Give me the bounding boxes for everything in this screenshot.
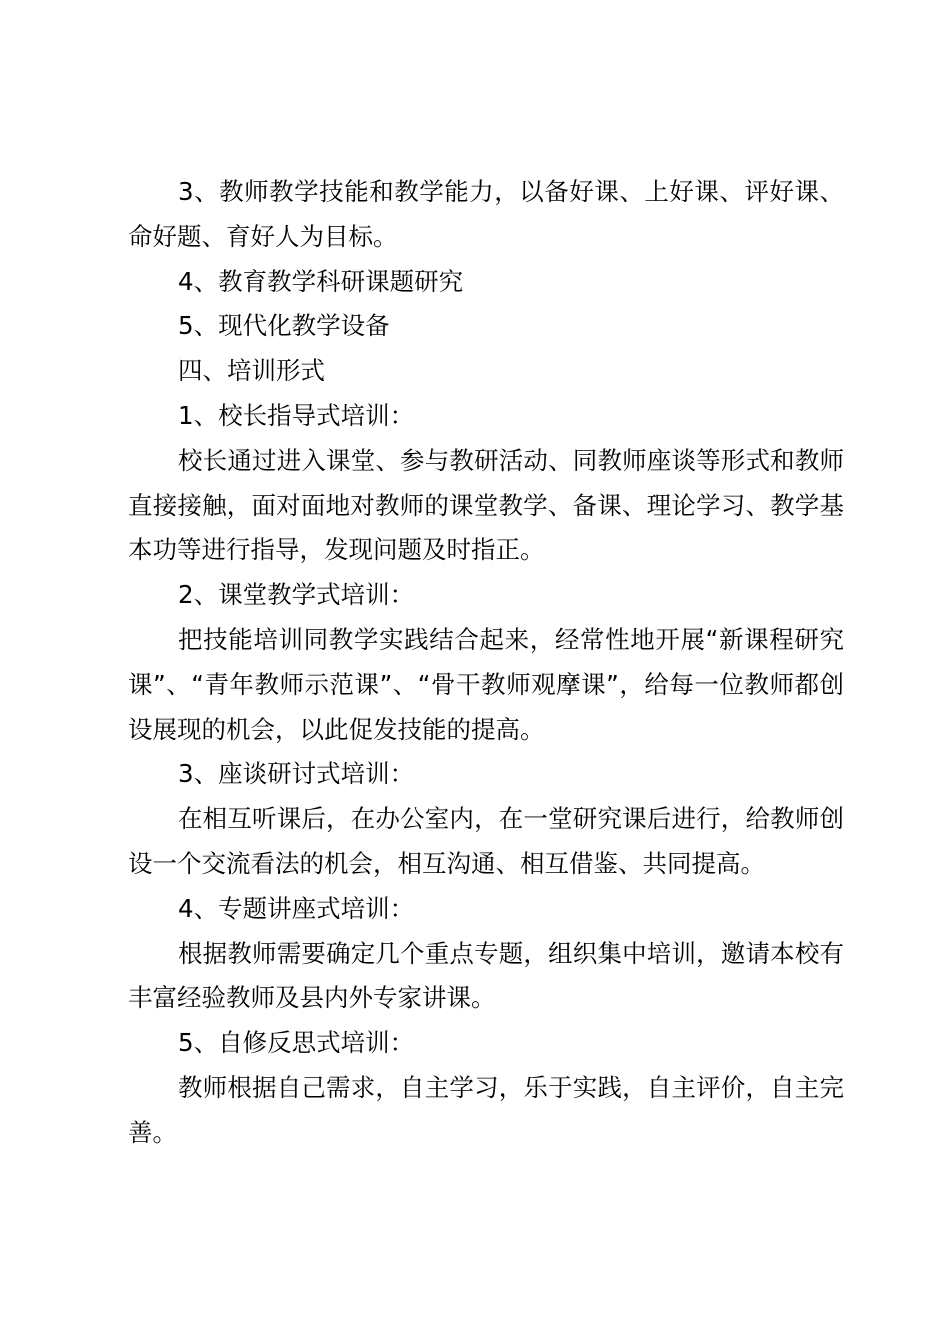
paragraph-principal-guidance: 校长通过进入课堂、参与教研活动、同教师座谈等形式和教师直接接触，面对面地对教师的课堂教学、备课、理论学习、教学基本功等进行指导，发现问题及时指正。: [128, 445, 844, 565]
subheading-seminar-discussion: 3、座谈研讨式培训：: [178, 759, 415, 789]
paragraph-self-study-reflection: 教师根据自己需求，自主学习，乐于实践，自主评价，自主完善。: [128, 1072, 844, 1147]
paragraph-topic-lecture: 根据教师需要确定几个重点专题，组织集中培训，邀请本校有丰富经验教师及县内外专家讲课。: [128, 938, 844, 1013]
subheading-principal-guidance: 1、校长指导式培训：: [178, 400, 415, 430]
document-body: [128, 170, 844, 1156]
paragraph-goal-3: 3、教师教学技能和教学能力，以备好课、上好课、评好课、命好题、育好人为目标。: [128, 177, 844, 251]
section-heading-training-forms: 四、培训形式: [178, 356, 325, 386]
subheading-classroom-teaching: 2、课堂教学式培训：: [178, 580, 415, 610]
paragraph-classroom-teaching: 把技能培训同教学实践结合起来，经常性地开展“新课程研究课”、“青年教师示范课”、“骨干教师观摩课”，给每一位教师都创设展现的机会，以此促发技能的提高。: [128, 624, 844, 744]
paragraph-goal-4: 4、教育教学科研课题研究: [178, 266, 464, 296]
paragraph-seminar-discussion: 在相互听课后，在办公室内，在一堂研究课后进行，给教师创设一个交流看法的机会，相互沟通、相互借鉴、共同提高。: [128, 804, 844, 878]
paragraph-goal-5: 5、现代化教学设备: [178, 311, 390, 341]
subheading-topic-lecture: 4、专题讲座式培训：: [178, 893, 415, 923]
subheading-self-study-reflection: 5、自修反思式培训：: [178, 1028, 415, 1058]
